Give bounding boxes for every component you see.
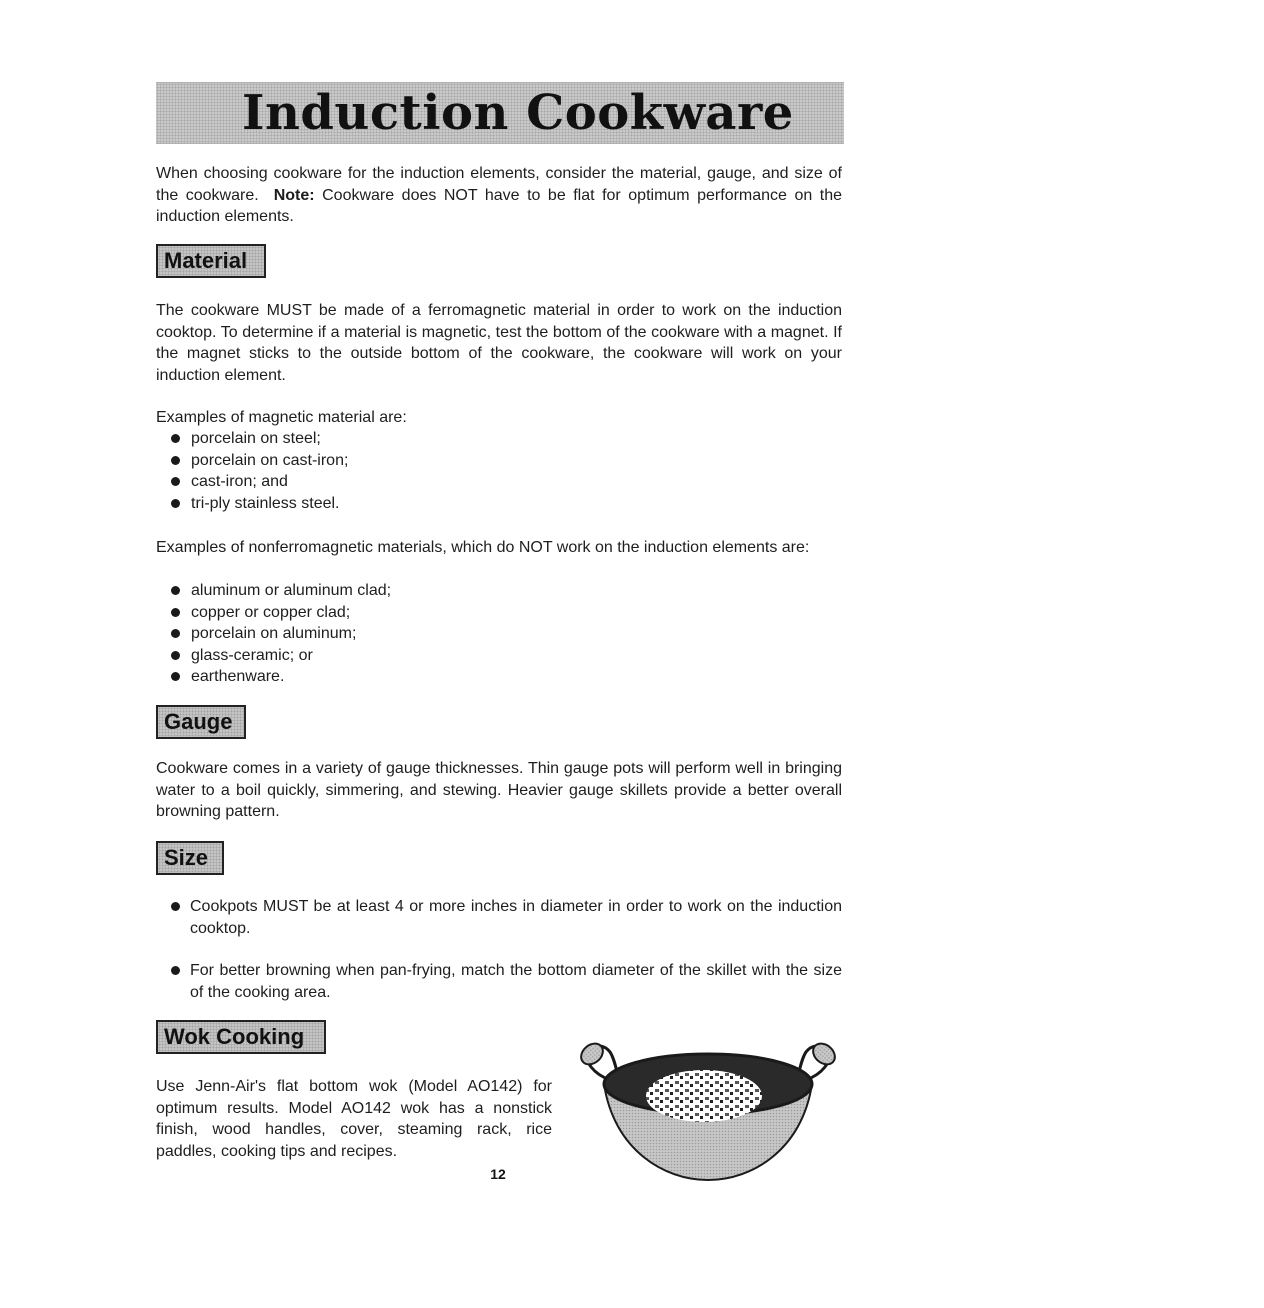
list-item: porcelain on cast-iron;: [170, 450, 348, 472]
list-item: aluminum or aluminum clad;: [170, 580, 391, 602]
intro-paragraph: [156, 163, 842, 228]
nonferromagnetic-examples-intro: Examples of nonferromagnetic materials, which do NOT work on the induction elements are:: [156, 539, 810, 556]
material-paragraph: The cookware MUST be made of a ferromagnetic material in order to work on the induction cooktop. To determine if a material is magnetic, test the bottom of the cookware with a magnet. If the magnet sticks to the outside bottom of the cookware, the cookware will work on your induction element.: [156, 302, 842, 384]
list-item: cast-iron; and: [170, 471, 348, 493]
list-item: glass-ceramic; or: [170, 645, 391, 667]
list-item: Cookpots MUST be at least 4 or more inches in diameter in order to work on the induction cooktop.: [170, 896, 842, 939]
list-item: tri-ply stainless steel.: [170, 493, 348, 515]
list-item: porcelain on aluminum;: [170, 623, 391, 645]
list-item: copper or copper clad;: [170, 602, 391, 624]
title-banner: [156, 82, 844, 144]
size-heading: Size: [156, 841, 224, 875]
list-item: For better browning when pan-frying, match the bottom diameter of the skillet with the size of the cooking area.: [170, 960, 842, 1003]
gauge-heading: Gauge: [156, 705, 246, 739]
gauge-paragraph: Cookware comes in a variety of gauge thicknesses. Thin gauge pots will perform well in bringing water to a boil quickly, simmering, and stewing. Heavier gauge skillets provide a better overall browning pattern.: [156, 760, 842, 820]
list-item: earthenware.: [170, 666, 391, 688]
wok-illustration: [574, 1040, 842, 1184]
nonferromagnetic-materials-list: [170, 580, 391, 688]
stir-fry-food: [646, 1070, 762, 1122]
list-item: porcelain on steel;: [170, 428, 348, 450]
wok-cooking-heading: Wok Cooking: [156, 1020, 326, 1054]
wok-paragraph: Use Jenn-Air's flat bottom wok (Model AO142) for optimum results. Model AO142 wok has a nonstick finish, wood handles, cover, steaming rack, rice paddles, cooking tips and recipes.: [156, 1078, 552, 1160]
page-title: Induction Cookware: [242, 85, 794, 141]
intro-text-after-note: Cookware does NOT have to be flat for optimum performance on the induction elements.: [156, 186, 843, 225]
intro-text-before-note: When choosing cookware for the induction elements, consider the material, gauge, and size of the cookware.: [156, 165, 842, 204]
intro-note-label: Note:: [273, 186, 315, 204]
material-heading: Material: [156, 244, 266, 278]
size-guidelines-list: [170, 896, 842, 1003]
page-number: 12: [490, 1166, 506, 1182]
magnetic-examples-intro: Examples of magnetic material are:: [156, 409, 407, 426]
magnetic-materials-list: [170, 428, 348, 514]
